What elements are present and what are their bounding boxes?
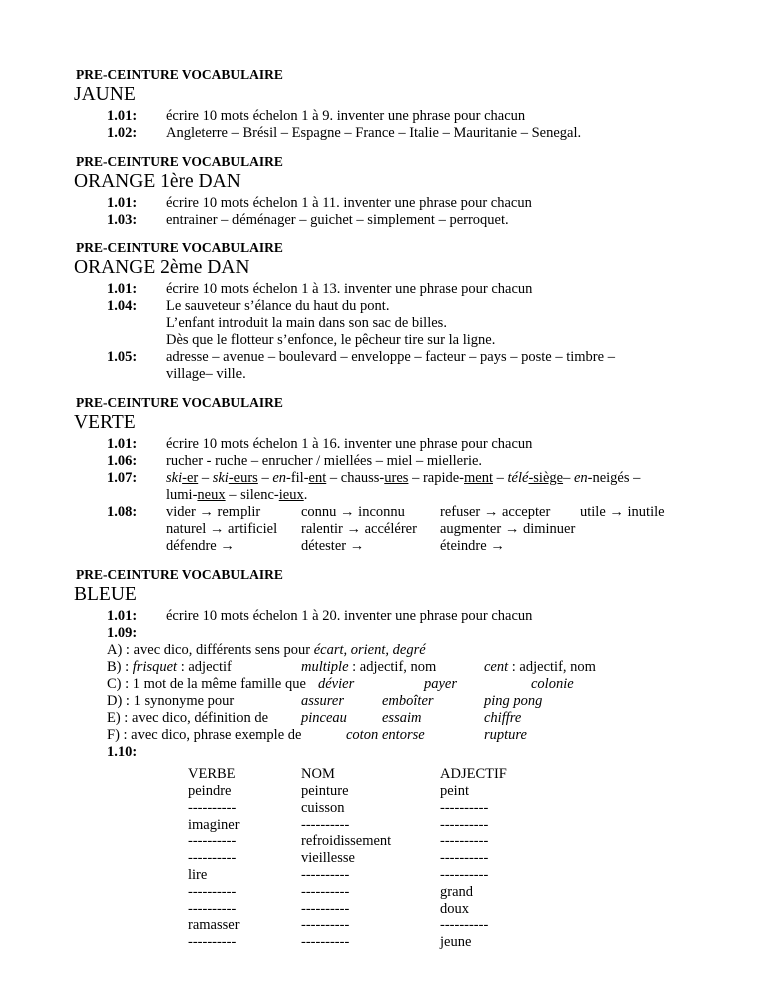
verbe-cell: imaginer <box>188 816 240 833</box>
verbe-cell: ramasser <box>188 917 240 934</box>
exercise-word: payer <box>424 676 458 692</box>
adjectif-cell: doux <box>440 900 469 917</box>
verbe-cell: ---------- <box>188 850 237 867</box>
exercise-e: E) : avec dico, définition de <box>107 710 269 726</box>
item-text: L’enfant introduit la main dans son sac de billes. <box>166 315 447 331</box>
item-code: 1.02: <box>107 125 138 141</box>
exercise-c: C) : 1 mot de la même famille que <box>107 676 306 692</box>
item-code: 1.03: <box>107 212 138 228</box>
opposite-pair: vider → remplir <box>166 504 261 520</box>
derivations-line: ski-er – ski-eurs – en-fil-ent – chauss-ures – rapide-ment – télé-siège– en-neigés – <box>166 470 641 486</box>
column-header-adjectif: ADJECTIF <box>440 766 507 782</box>
nom-cell: ---------- <box>301 917 350 934</box>
adjectif-cell: jeune <box>440 934 472 951</box>
section-header: PRE-CEINTURE VOCABULAIRE <box>76 154 283 169</box>
item-code: 1.06: <box>107 453 138 469</box>
exercise-word: rupture <box>484 727 527 743</box>
nom-cell: ---------- <box>301 934 350 951</box>
item-code: 1.07: <box>107 470 138 486</box>
item-code: 1.01: <box>107 608 138 624</box>
item-code: 1.04: <box>107 298 138 314</box>
section-header: PRE-CEINTURE VOCABULAIRE <box>76 567 283 582</box>
exercise-word: essaim <box>382 710 422 726</box>
item-code: 1.01: <box>107 108 138 124</box>
item-code: 1.10: <box>107 744 138 760</box>
column-header-nom: NOM <box>301 766 335 782</box>
exercise-word: pinceau <box>301 710 347 726</box>
item-text: village– ville. <box>166 366 246 382</box>
exercise-f: F) : avec dico, phrase exemple de <box>107 727 302 743</box>
opposite-pair: naturel → artificiel <box>166 521 278 537</box>
nom-cell: refroidissement <box>301 833 392 850</box>
level-title: JAUNE <box>74 84 136 105</box>
nom-cell: ---------- <box>301 867 350 883</box>
exercise-word: ping pong <box>484 693 543 709</box>
opposite-pair: refuser → accepter <box>440 504 551 520</box>
item-code: 1.01: <box>107 436 138 452</box>
verbe-cell: ---------- <box>188 883 237 900</box>
level-title: ORANGE 1ère DAN <box>74 171 241 192</box>
nom-cell: peinture <box>301 783 349 799</box>
item-text: écrire 10 mots échelon 1 à 11. inventer une phrase pour chacun <box>166 195 532 211</box>
item-code: 1.05: <box>107 349 138 365</box>
nom-cell: ---------- <box>301 816 350 833</box>
item-text: Le sauveteur s’élance du haut du pont. <box>166 298 390 314</box>
opposite-pair: détester → <box>301 538 365 554</box>
item-code: 1.01: <box>107 281 138 297</box>
adjectif-cell: ---------- <box>440 799 489 816</box>
verbe-cell: ---------- <box>188 934 237 951</box>
nom-cell: vieillesse <box>301 850 355 867</box>
opposite-pair: éteindre → <box>440 538 505 554</box>
item-text: écrire 10 mots échelon 1 à 16. inventer une phrase pour chacun <box>166 436 533 452</box>
item-text: rucher - ruche – enrucher / miellées – miel – miellerie. <box>166 453 483 469</box>
verbe-cell: ---------- <box>188 833 237 850</box>
item-text: écrire 10 mots échelon 1 à 9. inventer une phrase pour chacun <box>166 108 526 124</box>
opposite-pair: connu → inconnu <box>301 504 405 520</box>
verbe-cell: lire <box>188 867 208 883</box>
exercise-word: chiffre <box>484 710 522 726</box>
verbe-cell: peindre <box>188 783 232 799</box>
exercise-b-word: multiple : adjectif, nom <box>301 659 437 675</box>
exercise-word: emboîter <box>382 693 434 709</box>
item-code: 1.09: <box>107 625 138 641</box>
verbe-cell: ---------- <box>188 900 237 917</box>
exercise-word: entorse <box>382 727 425 743</box>
item-code: 1.01: <box>107 195 138 211</box>
adjectif-cell: ---------- <box>440 833 489 850</box>
exercise-d: D) : 1 synonyme pour <box>107 693 235 709</box>
adjectif-cell: ---------- <box>440 867 489 883</box>
item-text: adresse – avenue – boulevard – enveloppe – facteur – pays – poste – timbre – <box>166 349 615 365</box>
exercise-word: assurer <box>301 693 344 709</box>
exercise-word: dévier <box>318 676 355 692</box>
column-header-verbe: VERBE <box>188 766 236 782</box>
nom-cell: cuisson <box>301 799 345 816</box>
item-text: Angleterre – Brésil – Espagne – France – Italie – Mauritanie – Senegal. <box>166 125 582 141</box>
adjectif-cell: grand <box>440 883 474 900</box>
adjectif-cell: ---------- <box>440 917 489 934</box>
nom-cell: ---------- <box>301 900 350 917</box>
section-header: PRE-CEINTURE VOCABULAIRE <box>76 240 283 255</box>
level-title: VERTE <box>74 412 136 433</box>
adjectif-cell: ---------- <box>440 816 489 833</box>
exercise-a: A) : avec dico, différents sens pour écart, orient, degré <box>107 642 426 658</box>
adjectif-cell: ---------- <box>440 850 489 867</box>
opposite-pair: ralentir → accélérer <box>301 521 417 537</box>
opposite-pair: augmenter → diminuer <box>440 521 576 537</box>
item-code: 1.08: <box>107 504 138 520</box>
exercise-b: B) : frisquet : adjectif <box>107 659 232 675</box>
exercise-word: colonie <box>531 676 574 692</box>
adjectif-cell: peint <box>440 783 469 799</box>
verbe-cell: ---------- <box>188 799 237 816</box>
item-text: Dès que le flotteur s’enfonce, le pêcheur tire sur la ligne. <box>166 332 496 348</box>
item-text: écrire 10 mots échelon 1 à 20. inventer une phrase pour chacun <box>166 608 533 624</box>
section-header: PRE-CEINTURE VOCABULAIRE <box>76 67 283 82</box>
nom-cell: ---------- <box>301 883 350 900</box>
exercise-word: coton <box>346 727 379 743</box>
item-text: écrire 10 mots échelon 1 à 13. inventer une phrase pour chacun <box>166 281 533 297</box>
level-title: BLEUE <box>74 584 137 605</box>
level-title: ORANGE 2ème DAN <box>74 257 250 278</box>
opposite-pair: utile → inutile <box>580 504 665 520</box>
section-header: PRE-CEINTURE VOCABULAIRE <box>76 395 283 410</box>
item-text: entrainer – déménager – guichet – simplement – perroquet. <box>166 212 509 228</box>
exercise-b-word: cent : adjectif, nom <box>484 659 596 675</box>
derivations-line: lumi-neux – silenc-ieux. <box>166 487 308 503</box>
opposite-pair: défendre → <box>166 538 235 554</box>
